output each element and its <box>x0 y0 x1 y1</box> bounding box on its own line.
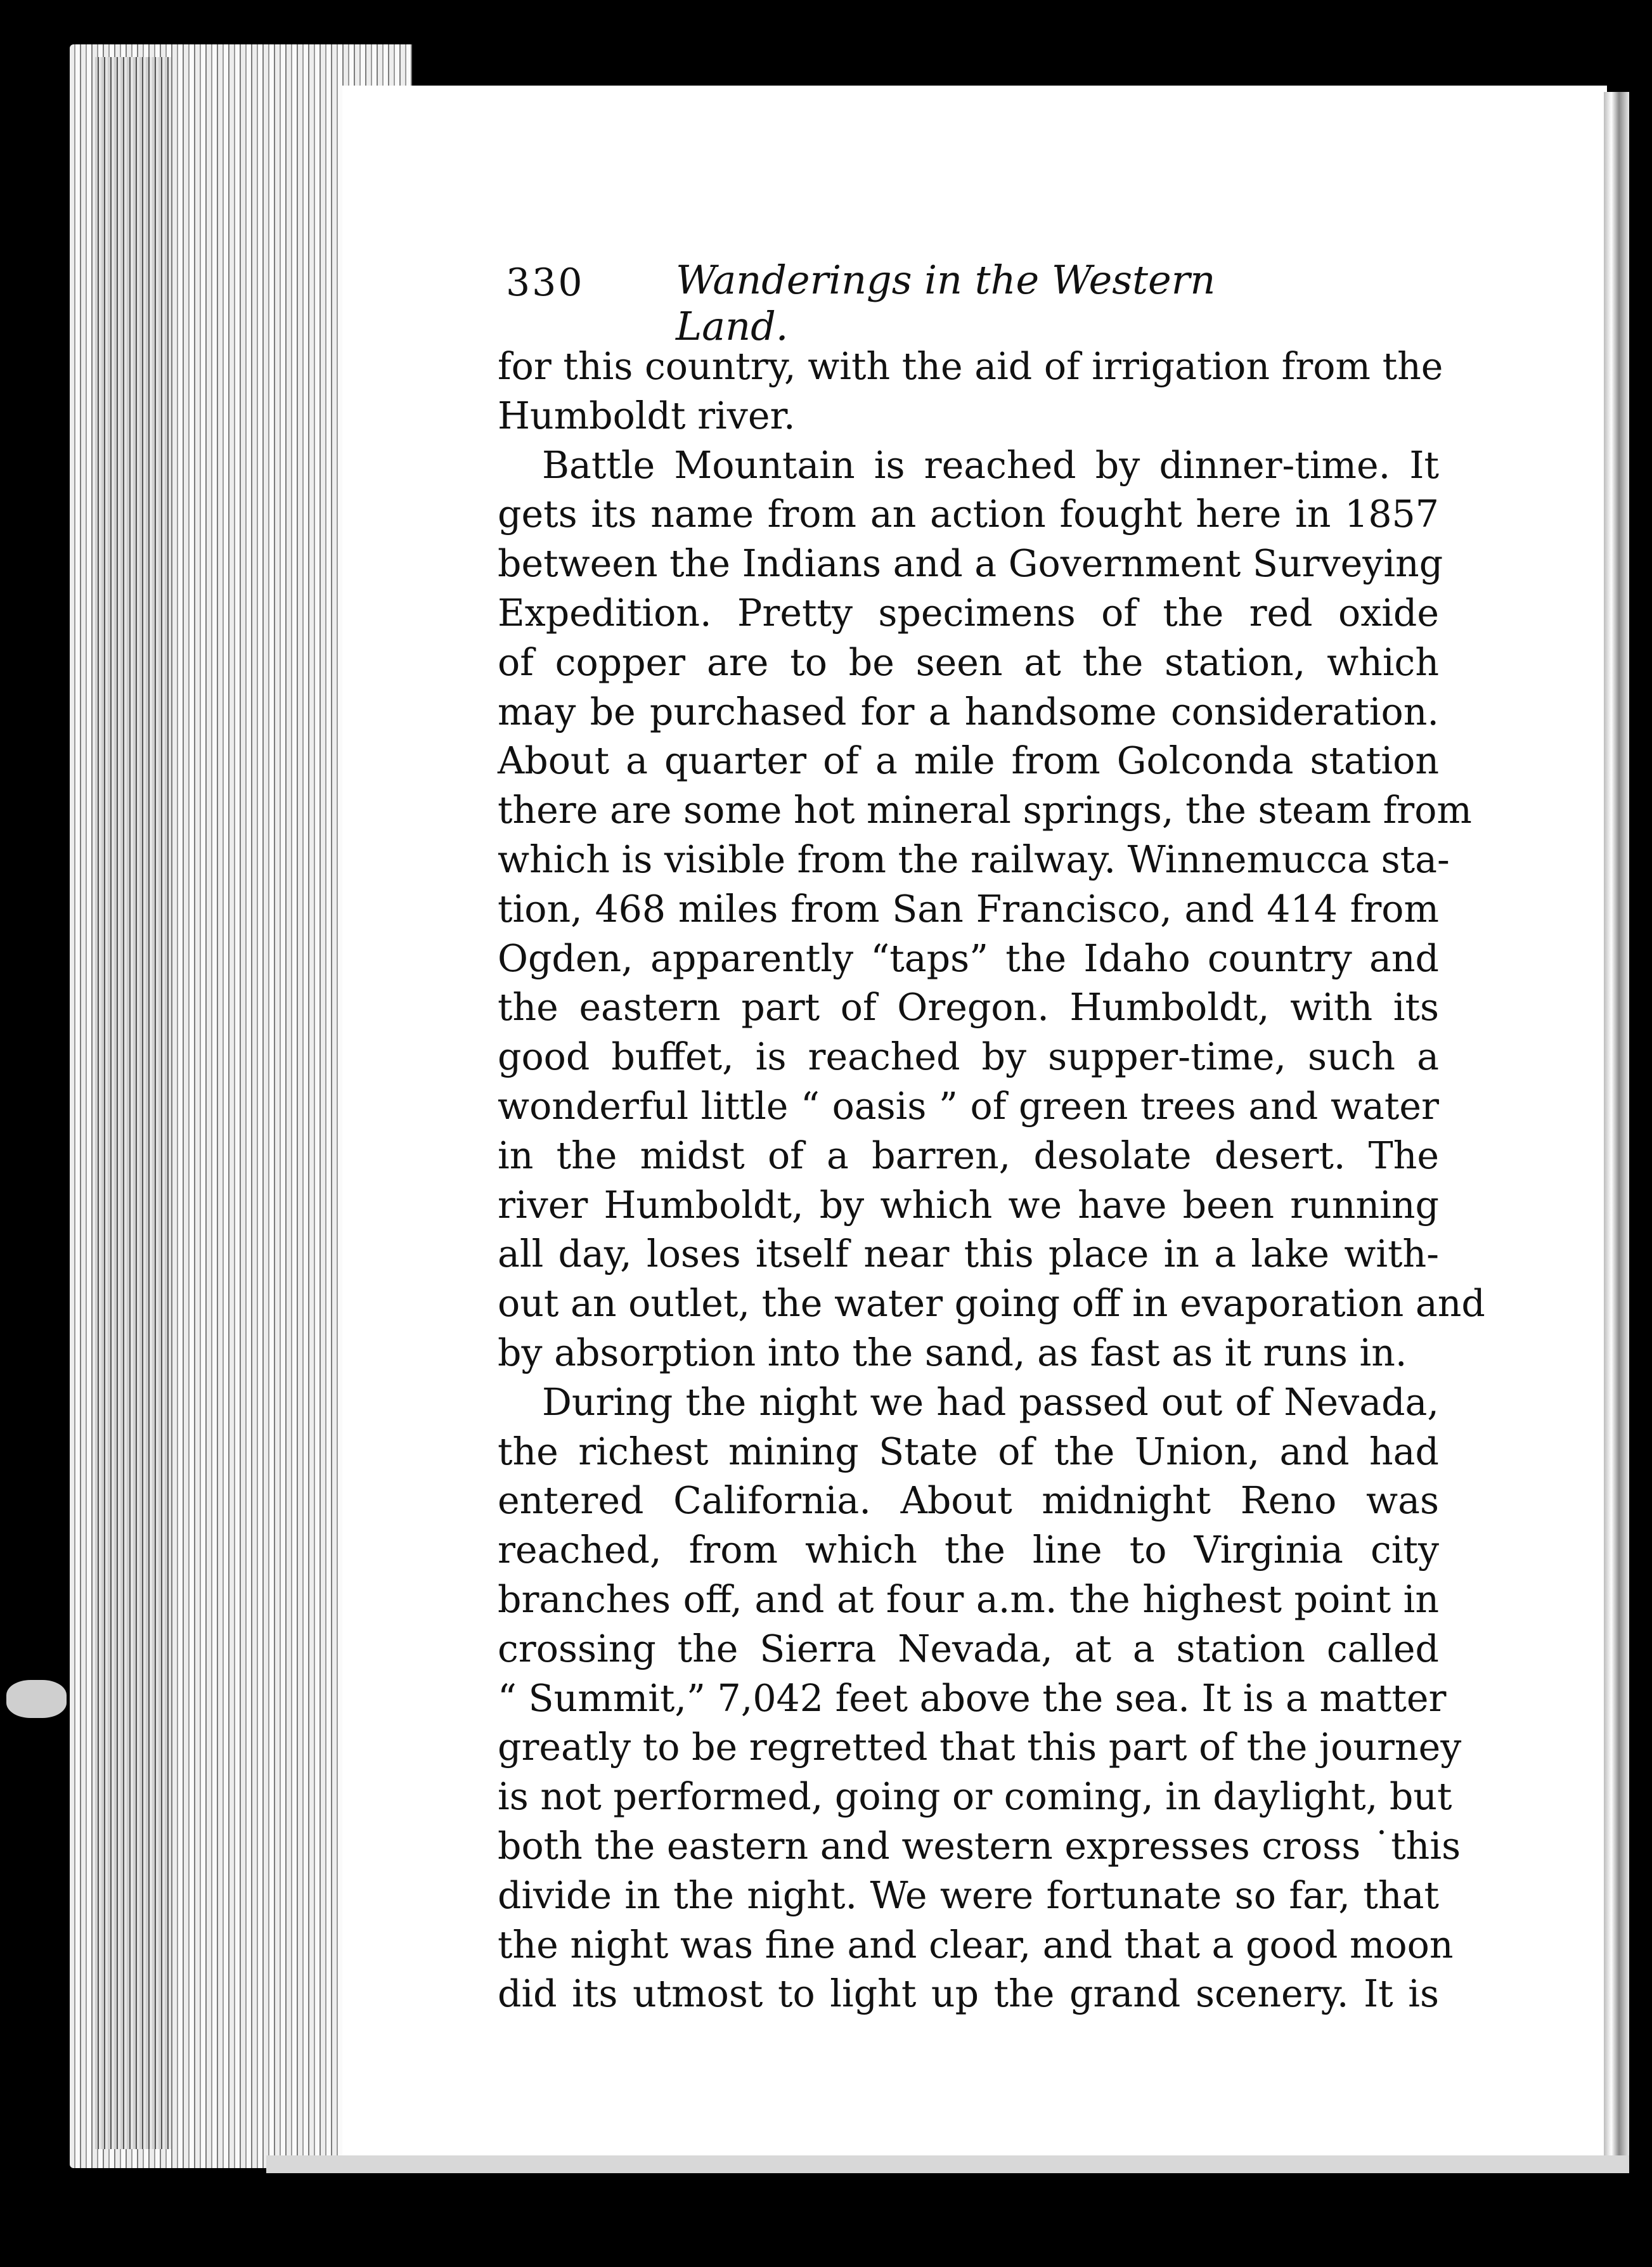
page-number: 330 <box>506 261 584 305</box>
text-line: tion, 468 miles from San Francisco, and 414 from <box>498 887 1439 931</box>
text-line: may be purchased for a handsome consideration. <box>498 690 1439 733</box>
text-line: greatly to be regretted that this part of the journey <box>498 1726 1462 1769</box>
body-text <box>498 342 1485 2019</box>
text-line: divide in the night. We were fortunate so far, that <box>498 1873 1439 1917</box>
text-line: Expedition. Pretty specimens of the red oxide <box>498 591 1439 635</box>
text-line: out an outlet, the water going off in evaporation and <box>498 1282 1485 1326</box>
text-line: During the night we had passed out of Nevada, <box>542 1380 1439 1424</box>
text-line: river Humboldt, by which we have been running <box>498 1183 1439 1227</box>
text-line: the richest mining State of the Union, and had <box>498 1430 1439 1473</box>
text-line: entered California. About midnight Reno was <box>498 1479 1439 1523</box>
text-line: gets its name from an action fought here in 1857 <box>498 493 1439 536</box>
page-header <box>506 257 1286 349</box>
text-line: the night was fine and clear, and that a good moon <box>498 1923 1454 1967</box>
running-title: Wanderings in the Western Land. <box>676 257 1216 349</box>
text-line: wonderful little “ oasis ” of green trees and water <box>498 1084 1439 1128</box>
text-line: crossing the Sierra Nevada, at a station called <box>498 1627 1439 1670</box>
scan-speck <box>6 1680 67 1718</box>
text-line: is not performed, going or coming, in daylight, but <box>498 1775 1452 1819</box>
text-line: Humboldt river. <box>498 394 796 437</box>
text-line: of copper are to be seen at the station, which <box>498 640 1439 684</box>
text-line: About a quarter of a mile from Golconda station <box>498 739 1439 783</box>
text-line: both the eastern and western expresses cross ˙this <box>498 1824 1461 1868</box>
text-line: all day, loses itself near this place in a lake with- <box>498 1232 1439 1276</box>
text-line: by absorption into the sand, as fast as it runs in. <box>498 1331 1407 1374</box>
text-line: there are some hot mineral springs, the steam from <box>498 789 1472 832</box>
book-page-edges-inner <box>95 57 171 2149</box>
text-line: Ogden, apparently “taps” the Idaho country and <box>498 936 1439 980</box>
text-line: “ Summit,” 7,042 feet above the sea. It is a matter <box>498 1676 1447 1720</box>
text-line: between the Indians and a Government Surveying <box>498 542 1443 586</box>
text-line: did its utmost to light up the grand scenery. It is <box>498 1972 1439 2016</box>
text-line: reached, from which the line to Virginia city <box>498 1528 1439 1572</box>
text-line: for this country, with the aid of irrigation from the <box>498 345 1443 388</box>
facing-page-edge <box>1604 92 1629 2159</box>
text-line: in the midst of a barren, desolate desert. The <box>498 1134 1439 1177</box>
text-line: the eastern part of Oregon. Humboldt, with its <box>498 986 1439 1030</box>
page-bottom-edge <box>266 2155 1629 2173</box>
text-line: which is visible from the railway. Winnemucca sta- <box>498 837 1450 881</box>
text-line: good buffet, is reached by supper-time, such a <box>498 1035 1439 1079</box>
text-line: branches off, and at four a.m. the highest point in <box>498 1577 1439 1621</box>
text-line: Battle Mountain is reached by dinner-time. It <box>542 443 1439 487</box>
